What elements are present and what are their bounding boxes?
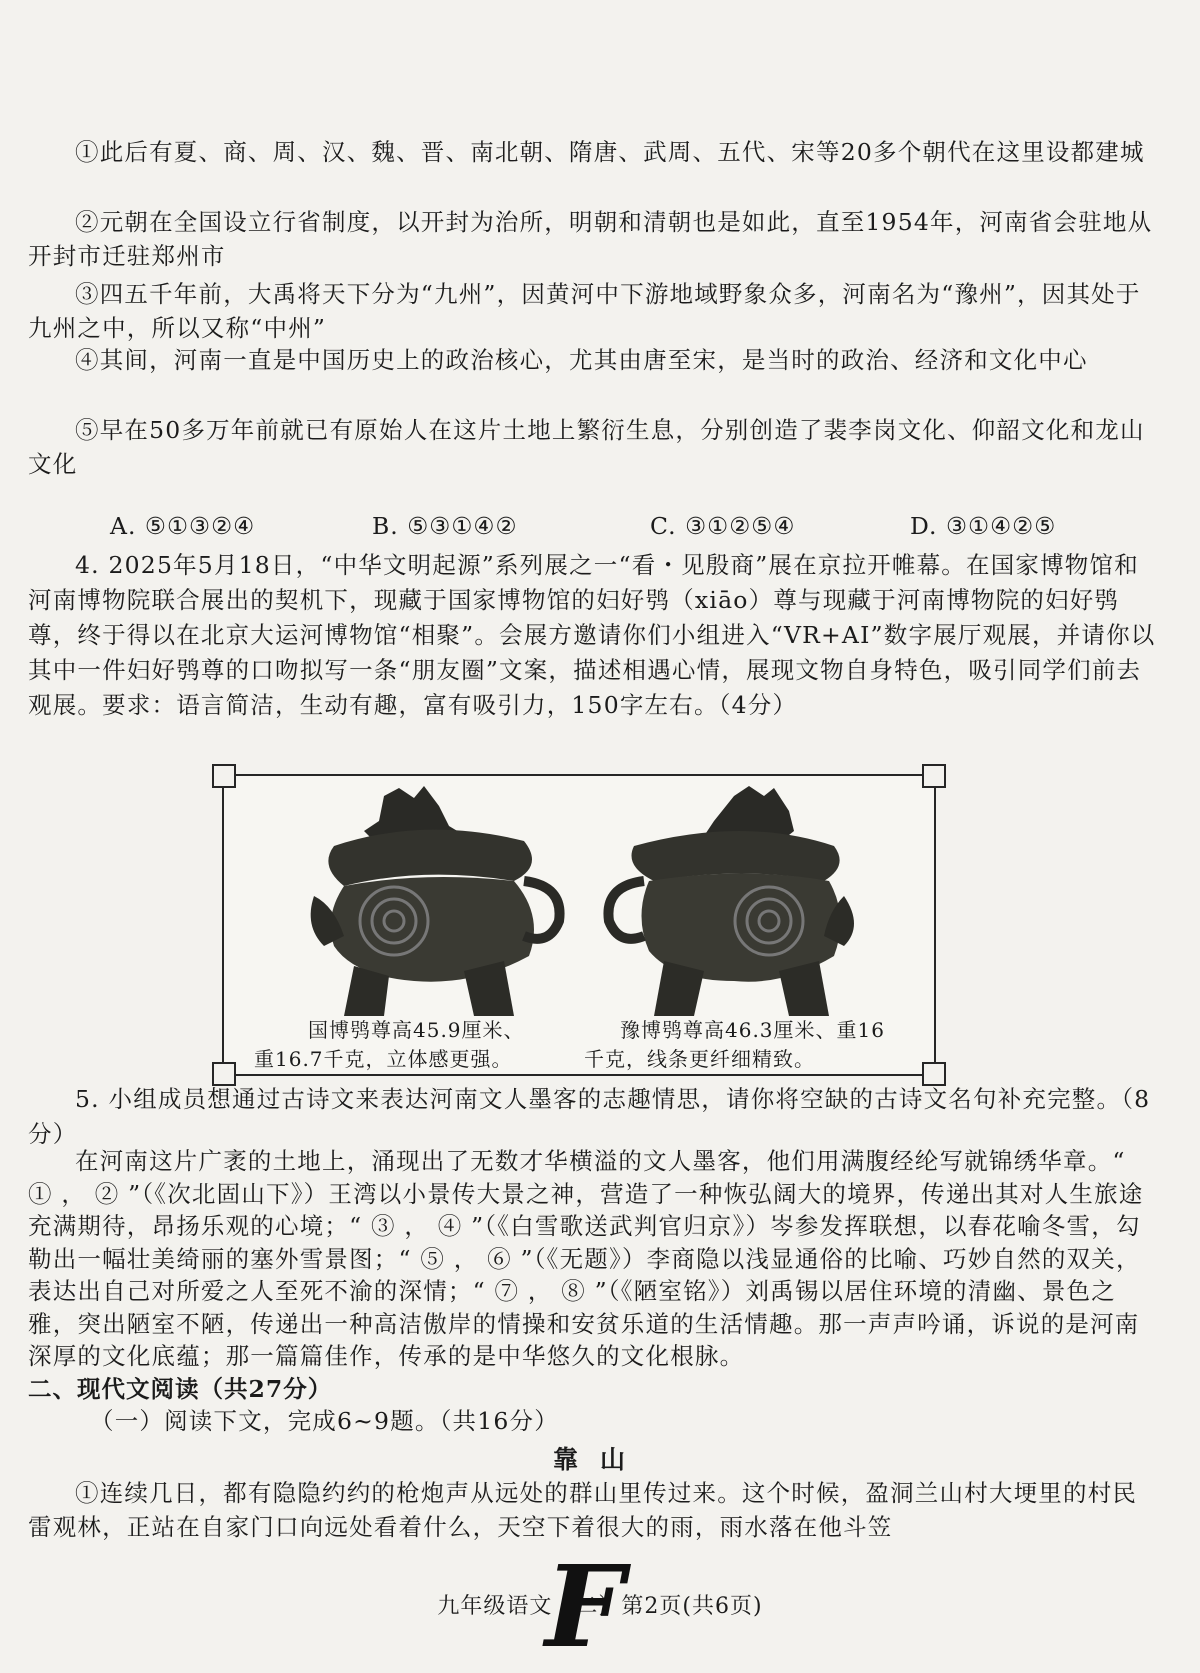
paper-version-mark: F (545, 1542, 625, 1673)
frame-corner (922, 764, 946, 788)
q4-prompt: 4. 2025年5月18日，“中华文明起源”系列展之一“看・见殷商”展在京拉开帷幕。在国家博物馆和河南博物院联合展出的契机下，现藏于国家博物馆的妇好鸮（xiāo）尊与现藏于河南博物院的妇好鸮尊，终于得以在北京大运河博物馆“相聚”。会展方邀请你们小组进入“VR+AI”数字展厅观展，并请你以其中一件妇好鸮尊的口吻拟写一条“朋友圈”文案，描述相遇心情，展现文物自身特色，吸引同学们前去观展。要求：语言简洁，生动有趣，富有吸引力，150字左右。（4分） (28, 551, 1156, 719)
option-c: C. ③①②⑤④ (650, 512, 796, 540)
page-footer: 九年级语文（二）第2页(共6页) (437, 1594, 763, 1619)
option-d: D. ③①④②⑤ (910, 512, 1057, 540)
q5-prompt: 5. 小组成员想通过古诗文来表达河南文人墨客的志趣情思，请你将空缺的古诗文名句补充完整。（8分） (28, 1085, 1151, 1148)
q5-passage: 在河南这片广袤的土地上，涌现出了无数才华横溢的文人墨客，他们用满腹经纶写就锦绣华章。“ ① ， ② ”（《次北固山下》）王湾以小景传大景之神，营造了一种恢弘阔大的境界，传递出其对人生旅途充满期待，昂扬乐观的心境；“ ③ ， ④ ”（《白雪歌送武判官归京》）岑参发挥联想，以春花喻冬雪，勾勒出一幅壮美绮丽的塞外雪景图；“ ⑤ ， ⑥ ”（《无题》）李商隐以浅显通俗的比喻、巧妙自然的双关，表达出自己对所爱之人至死不渝的深情；“ ⑦ ， ⑧ ”（《陋室铭》）刘禹锡以居住环境的清幽、景色之雅，突出陋室不陋，传递出一种高洁傲岸的情操和安贫乐道的生活情趣。那一声声吟诵，诉说的是河南深厚的文化底蕴；那一篇篇佳作，传承的是中华悠久的文化根脉。 (28, 1147, 1144, 1370)
yubo-owl-zun-image (594, 786, 894, 1018)
article-title: 靠山 (552, 1445, 647, 1474)
frame-corner (212, 764, 236, 788)
option-a: A. ⑤①③②④ (110, 512, 256, 540)
option-b: B. ⑤③①④② (372, 512, 518, 540)
caption-guobo: 国博鸮尊高45.9厘米、重16.7千克，立体感更强。 (254, 1018, 525, 1071)
section-subheading: （一）阅读下文，完成6~9题。（共16分） (90, 1407, 559, 1435)
section-heading: 二、现代文阅读（共27分） (28, 1375, 333, 1403)
caption-yubo: 豫博鸮尊高46.3厘米、重16千克，线条更纤细精致。 (584, 1018, 885, 1071)
q3-sentence-1: ①此后有夏、商、周、汉、魏、晋、南北朝、隋唐、武周、五代、宋等20多个朝代在这里设都建城 (75, 138, 1145, 166)
guobo-owl-zun-image (274, 786, 574, 1018)
owl-zun-image-frame (222, 774, 936, 1076)
q3-sentence-3: ③四五千年前，大禹将天下分为“九州”，因黄河中下游地域野象众多，河南名为“豫州”，因其处于九州之中，所以又称“中州” (28, 280, 1141, 342)
q3-sentence-5: ⑤早在50多万年前就已有原始人在这片土地上繁衍生息，分别创造了裴李岗文化、仰韶文化和龙山文化 (28, 416, 1145, 478)
q3-sentence-2: ②元朝在全国设立行省制度，以开封为治所，明朝和清朝也是如此，直至1954年，河南省会驻地从开封市迁驻郑州市 (28, 208, 1153, 270)
article-paragraph-1: ①连续几日，都有隐隐约约的枪炮声从远处的群山里传过来。这个时候，盈洞兰山村大埂里的村民雷观林，正站在自家门口向远处看着什么，天空下着很大的雨，雨水落在他斗笠 (28, 1479, 1138, 1541)
q3-sentence-4: ④其间，河南一直是中国历史上的政治核心，尤其由唐至宋，是当时的政治、经济和文化中心 (75, 346, 1088, 374)
q3-options (0, 512, 1200, 546)
